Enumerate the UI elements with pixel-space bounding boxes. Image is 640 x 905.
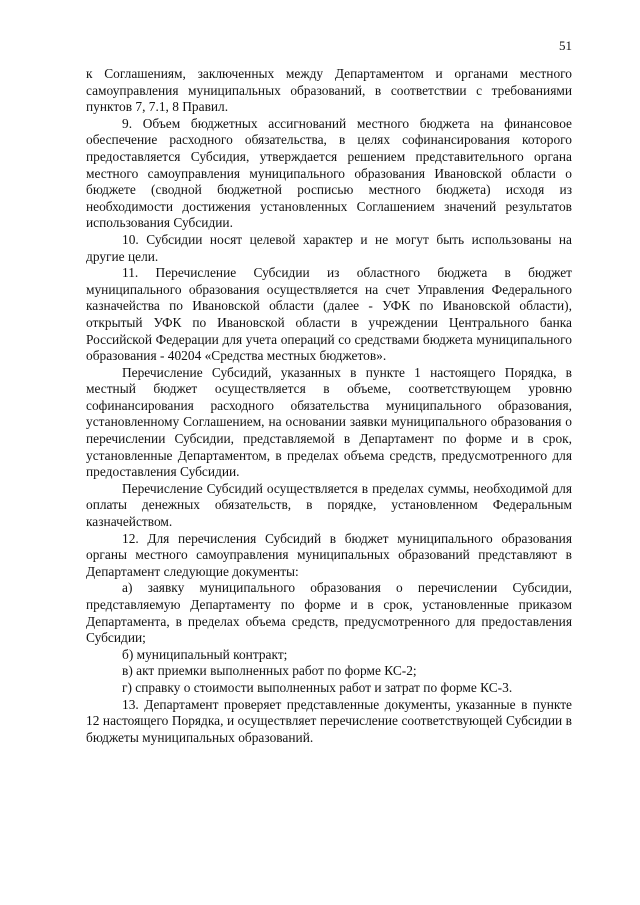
document-body	[86, 66, 572, 746]
paragraph-continuation: к Соглашениям, заключенных между Департаментом и органами местного самоуправления муниципальных образований, в соответствии с требованиями пунктов 7, 7.1, 8 Правил.	[86, 66, 572, 115]
page-number: 51	[559, 38, 572, 53]
paragraph-11-limits: Перечисление Субсидий осуществляется в пределах суммы, необходимой для оплаты денежных обязательств, в порядке, установленном Федеральным казначейством.	[86, 480, 572, 530]
paragraph-12-item-b: б) муниципальный контракт;	[122, 646, 288, 662]
paragraph-12-item-v: в) акт приемки выполненных работ по форме КС-2;	[122, 663, 417, 679]
paragraph-12-item-g: г) справку о стоимости выполненных работ и затрат по форме КС-3.	[122, 679, 513, 695]
paragraph-11-transfer: Перечисление Субсидий, указанных в пункте 1 настоящего Порядка, в местный бюджет осуществляется в объеме, соответствующем уровню софинансирования расходного обязательства муниципального образования, установленному Соглашением, на основании заявки муниципального образования о перечислении Субсидии, представляемой в Департамент по форме и в срок, установленные Департаментом, в пределах объема средств, предусмотренного для предоставления Субсидии.	[86, 364, 572, 480]
paragraph-11: 11. Перечисление Субсидии из областного бюджета в бюджет муниципального образования осуществляется на счет Управления Федерального казначейства по Ивановской области (далее - УФК по Ивановской области), открытый УФК по Ивановской области в учреждении Центрального банка Российской Федерации для учета операций со средствами бюджета муниципального образования - 40204 «Средства местных бюджетов».	[86, 265, 572, 364]
paragraph-13: 13. Департамент проверяет представленные документы, указанные в пункте 12 настоящего Порядка, и осуществляет перечисление соответствующей Субсидии в бюджеты муниципальных образований.	[86, 696, 572, 745]
paragraph-12-item-a: а) заявку муниципального образования о перечислении Субсидии, представляемую Департаменту по форме и в срок, установленные приказом Департамента, в пределах объема средств, предусмотренного для предоставления Субсидии;	[86, 580, 572, 646]
paragraph-12: 12. Для перечисления Субсидий в бюджет муниципального образования органы местного самоуправления муниципальных образований представляют в Департамент следующие документы:	[86, 530, 572, 579]
paragraph-10: 10. Субсидии носят целевой характер и не могут быть использованы на другие цели.	[86, 231, 572, 264]
paragraph-9: 9. Объем бюджетных ассигнований местного бюджета на финансовое обеспечение расходного обязательства, в целях софинансирования которого предоставляется Субсидия, утверждается решением представительного органа местного самоуправления муниципального образования Ивановской области о бюджете (сводной бюджетной росписью местного бюджета) исходя из необходимости достижения установленных Соглашением значений результатов использования Субсидии.	[86, 115, 572, 231]
